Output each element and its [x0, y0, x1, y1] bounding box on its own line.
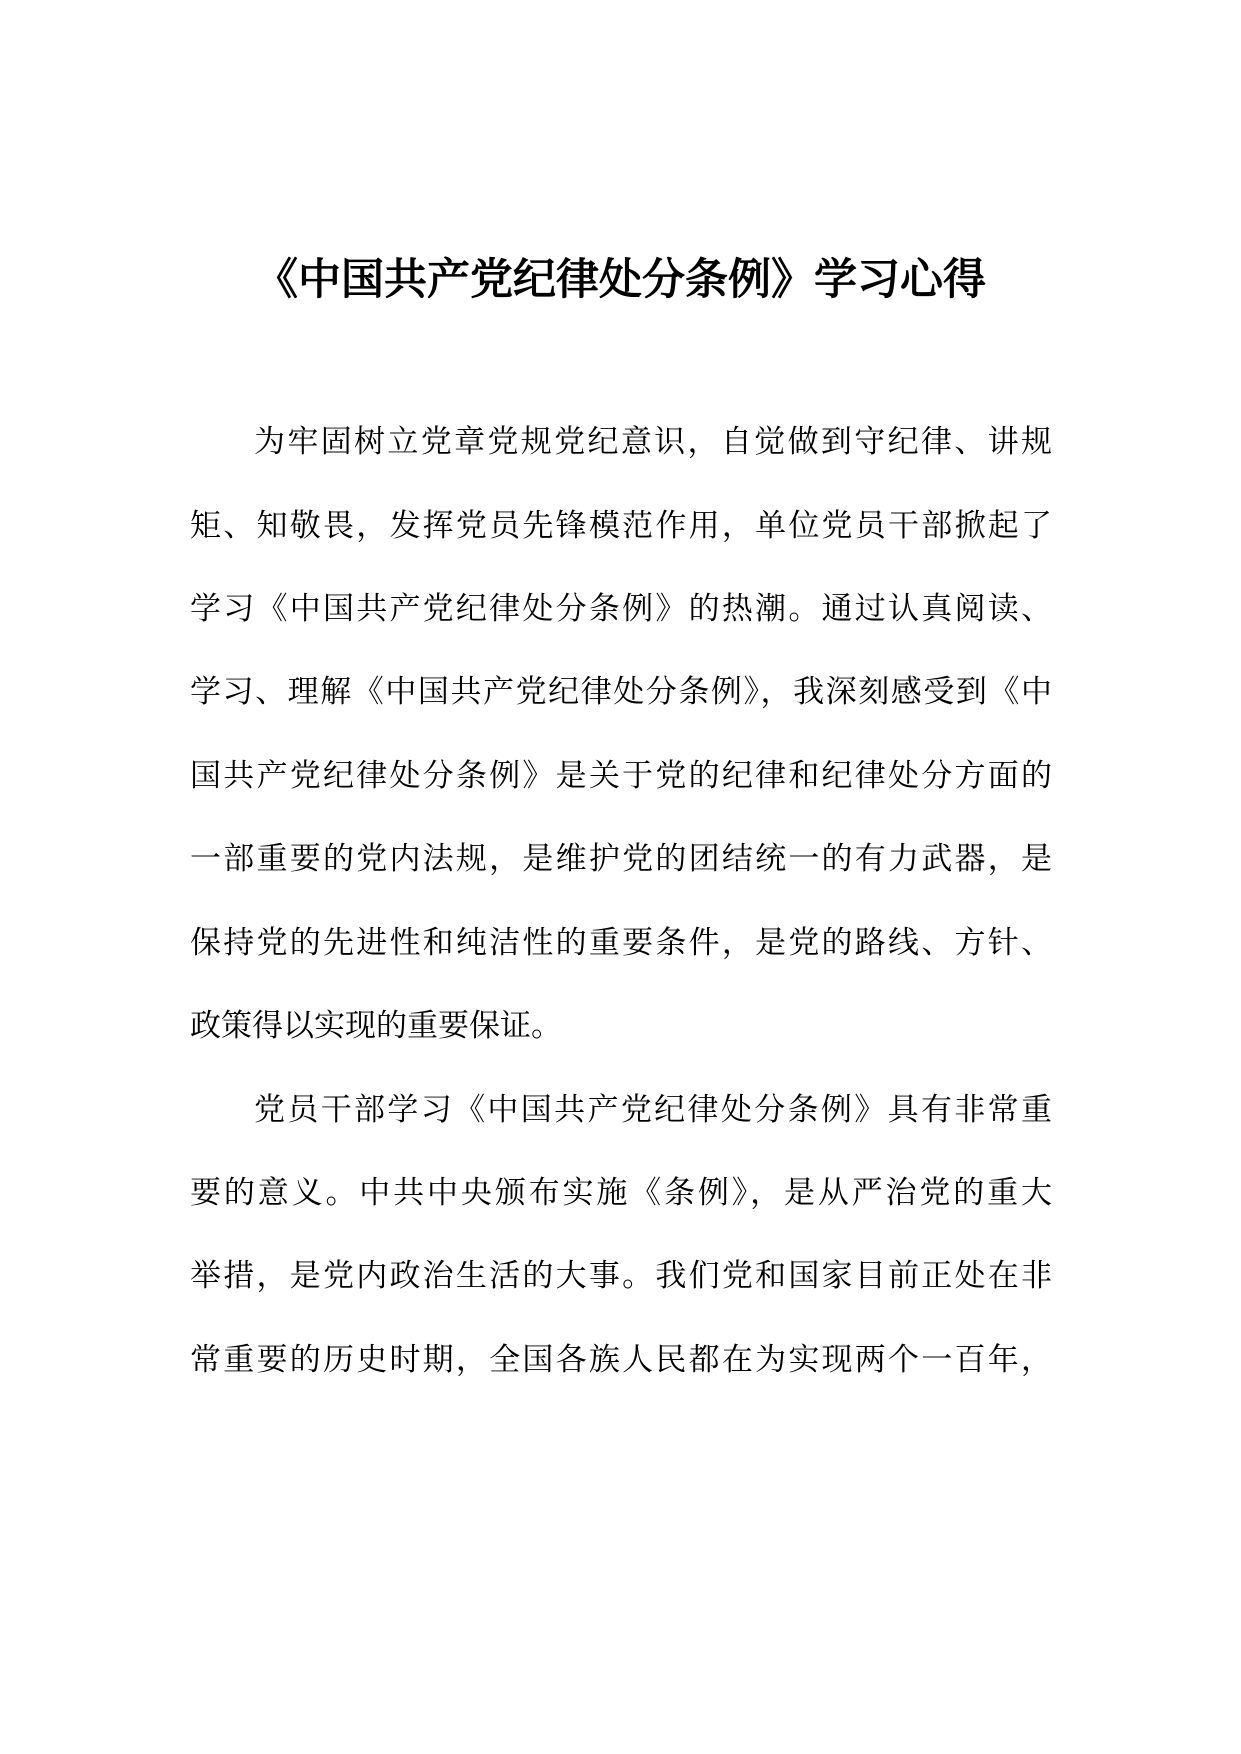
paragraph-line: 常重要的历史时期，全国各族人民都在为实现两个一百年，: [190, 1342, 1052, 1378]
paragraph-line: 国共产党纪律处分条例》是关于党的纪律和纪律处分方面的: [190, 758, 1052, 794]
paragraph-line: 党员干部学习《中国共产党纪律处分条例》具有非常重: [254, 1092, 1052, 1128]
paragraph-line: 学习、理解《中国共产党纪律处分条例》，我深刻感受到《中: [190, 674, 1052, 710]
document-title: 《中国共产党纪律处分条例》学习心得: [255, 255, 986, 305]
paragraph-line: 为牢固树立党章党规党纪意识，自觉做到守纪律、讲规: [254, 424, 1052, 460]
paragraph-line: 一部重要的党内法规，是维护党的团结统一的有力武器，是: [190, 841, 1052, 877]
paragraph-line: 要的意义。中共中央颁布实施《条例》，是从严治党的重大: [190, 1175, 1052, 1211]
paragraph-line: 学习《中国共产党纪律处分条例》的热潮。通过认真阅读、: [190, 591, 1052, 627]
paragraph-line: 举措，是党内政治生活的大事。我们党和国家目前正处在非: [190, 1258, 1052, 1294]
paragraph-line: 矩、知敬畏，发挥党员先锋模范作用，单位党员干部掀起了: [190, 508, 1052, 544]
paragraph-line: 保持党的先进性和纯洁性的重要条件，是党的路线、方针、: [190, 925, 1052, 961]
paragraph-line: 政策得以实现的重要保证。: [190, 1008, 562, 1044]
